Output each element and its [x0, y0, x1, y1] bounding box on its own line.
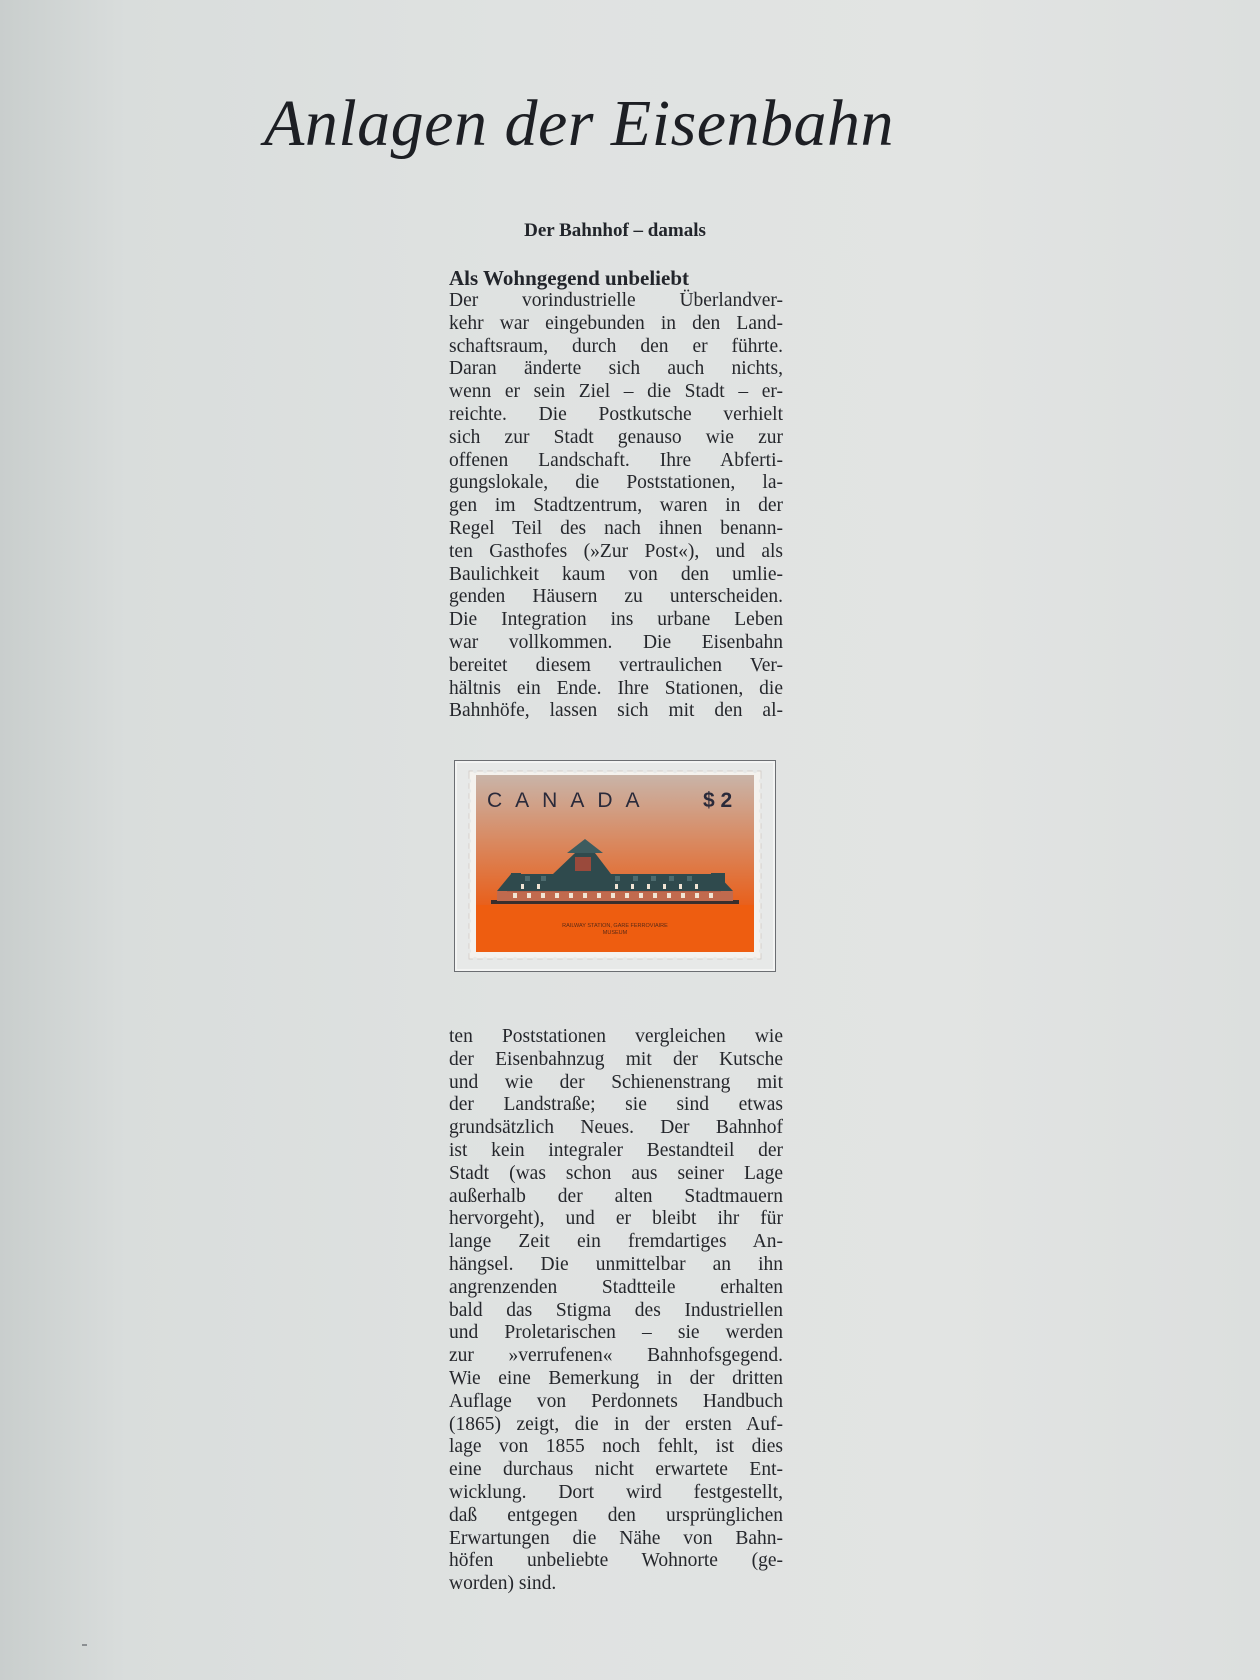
- text-line: Wie eine Bemerkung in der dritten: [449, 1367, 783, 1389]
- text-line: lage von 1855 noch fehlt, ist dies: [449, 1436, 783, 1458]
- text-line: der Eisenbahnzug mit der Kutsche: [449, 1048, 783, 1070]
- text-line: ten Gasthofes (»Zur Post«), und als: [449, 540, 783, 562]
- body-text-after-stamp: [449, 1026, 783, 1596]
- section-heading: Der Bahnhof – damals: [524, 220, 706, 241]
- text-line: bereitet diesem vertraulichen Ver-: [449, 654, 783, 676]
- text-line: Stadt (was schon aus seiner Lage: [449, 1162, 783, 1184]
- text-line: bald das Stigma des Industriellen: [449, 1299, 783, 1321]
- text-line: lange Zeit ein fremdartiges An-: [449, 1231, 783, 1253]
- text-line: der Landstraße; sie sind etwas: [449, 1094, 783, 1116]
- text-line: genden Häusern zu unterscheiden.: [449, 586, 783, 608]
- text-line: gen im Stadtzentrum, waren in der: [449, 495, 783, 517]
- text-line: höfen unbeliebte Wohnorte (ge-: [449, 1550, 783, 1572]
- text-line: hältnis ein Ende. Ihre Stationen, die: [449, 677, 783, 699]
- text-line: worden) sind.: [449, 1573, 557, 1595]
- text-line: schaftsraum, durch den er führte.: [449, 335, 783, 357]
- body-text-before-stamp: [449, 290, 783, 723]
- text-line: war vollkommen. Die Eisenbahn: [449, 631, 783, 653]
- text-line: und Proletarischen – sie werden: [449, 1322, 783, 1344]
- text-line: zur »verrufenen« Bahnhofsgegend.: [449, 1345, 783, 1367]
- text-line: Der vorindustrielle Überlandver-: [449, 290, 783, 311]
- stamp-country: CANADA: [487, 789, 653, 812]
- text-line: daß entgegen den ursprünglichen: [449, 1504, 783, 1526]
- text-line: (1865) zeigt, die in der ersten Auf-: [449, 1413, 783, 1435]
- text-line: Baulichkeit kaum von den umlie-: [449, 563, 783, 585]
- text-line: wenn er sein Ziel – die Stadt – er-: [449, 381, 783, 403]
- text-line: grundsätzlich Neues. Der Bahnhof: [449, 1117, 783, 1139]
- text-line: ist kein integraler Bestandteil der: [449, 1139, 783, 1161]
- text-line: angrenzenden Stadtteile erhalten: [449, 1276, 783, 1298]
- stamp-mount: [454, 760, 776, 972]
- text-line: offenen Landschaft. Ihre Abferti-: [449, 449, 783, 471]
- page-title: Anlagen der Eisenbahn: [264, 87, 895, 160]
- stamp-value: $ 2: [703, 789, 733, 812]
- text-line: Erwartungen die Nähe von Bahn-: [449, 1527, 783, 1549]
- text-line: Daran änderte sich auch nichts,: [449, 358, 783, 380]
- text-line: Bahnhöfe, lassen sich mit den al-: [449, 700, 783, 722]
- text-line: Die Integration ins urbane Leben: [449, 609, 783, 631]
- canada-stamp: [455, 761, 775, 971]
- text-line: hervorgeht), und er bleibt ihr für: [449, 1208, 783, 1230]
- text-line: eine durchaus nicht erwartete Ent-: [449, 1459, 783, 1481]
- text-line: gungslokale, die Poststationen, la-: [449, 472, 783, 494]
- stamp-caption-line2: MUSEUM: [602, 930, 628, 936]
- stamp-caption-line1: RAILWAY STATION, GARE FERROVIAIRE: [562, 923, 668, 929]
- text-line: hängsel. Die unmittelbar an ihn: [449, 1253, 783, 1275]
- text-line: und wie der Schienenstrang mit: [449, 1071, 783, 1093]
- text-line: sich zur Stadt genauso wie zur: [449, 426, 783, 448]
- text-line: ten Poststationen vergleichen wie: [449, 1026, 783, 1047]
- text-line: Regel Teil des nach ihnen benann-: [449, 517, 783, 539]
- text-line: reichte. Die Postkutsche verhielt: [449, 403, 783, 425]
- text-line: Auflage von Perdonnets Handbuch: [449, 1390, 783, 1412]
- subheading: Als Wohngegend unbeliebt: [449, 266, 690, 290]
- text-line: kehr war eingebunden in den Land-: [449, 312, 783, 334]
- text-line: wicklung. Dort wird festgestellt,: [449, 1481, 783, 1503]
- text-line: außerhalb der alten Stadtmauern: [449, 1185, 783, 1207]
- page-mark: [82, 1644, 87, 1646]
